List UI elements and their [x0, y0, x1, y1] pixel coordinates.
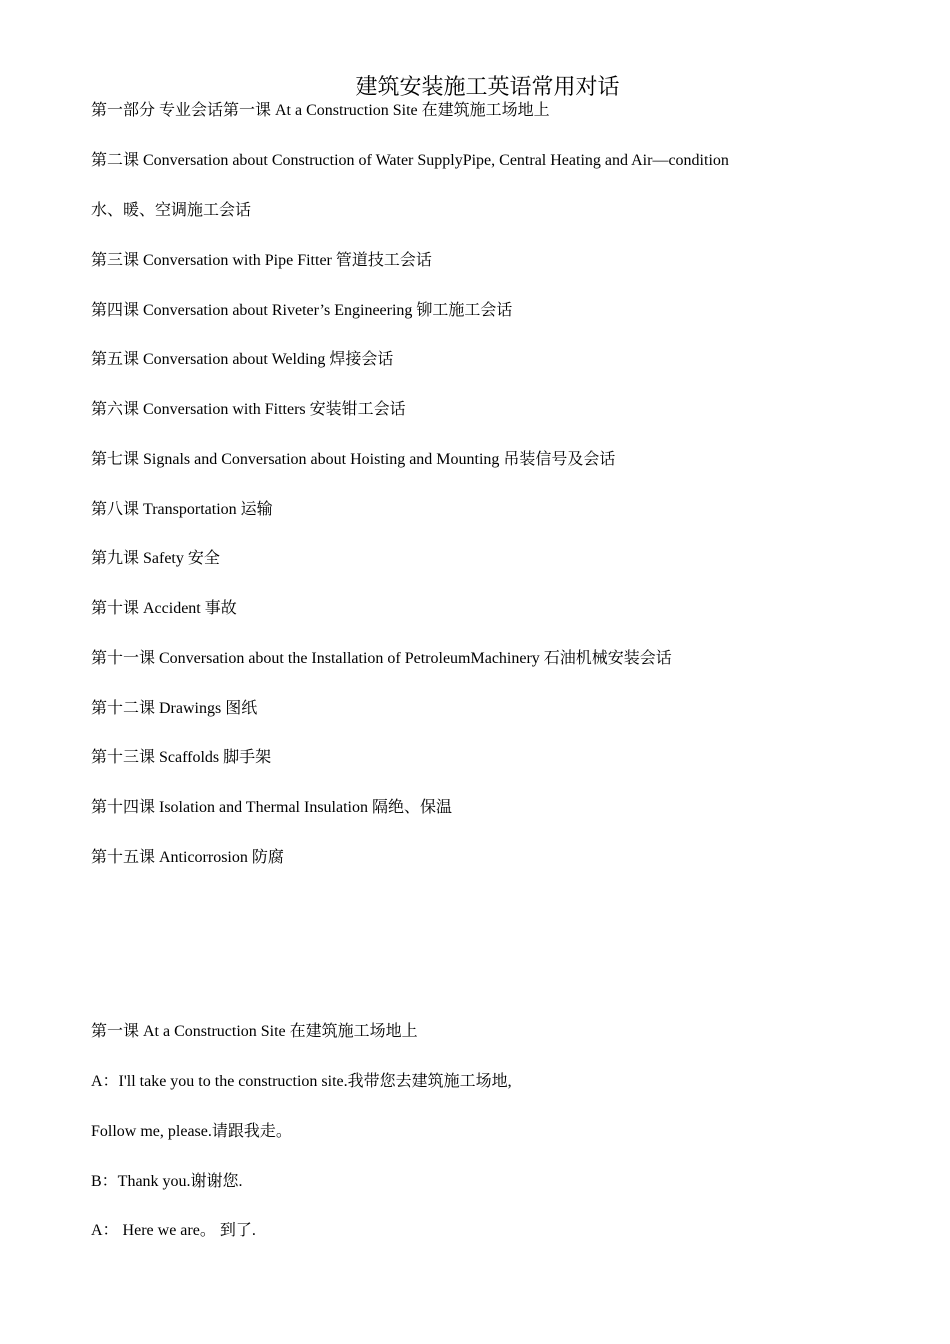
toc-line: 第八课 Transportation 运输: [91, 501, 273, 518]
toc-line: 第二课 Conversation about Construction of Water SupplyPipe, Central Heating and Air—condition: [91, 152, 729, 169]
dialogue-line: B：Thank you.谢谢您.: [91, 1173, 243, 1190]
dialogue-line: A： Here we are。 到了.: [91, 1222, 256, 1239]
toc-line: 第五课 Conversation about Welding 焊接会话: [91, 351, 394, 368]
toc-line: 第十四课 Isolation and Thermal Insulation 隔绝、保温: [91, 799, 452, 816]
toc-line: 第四课 Conversation about Riveter’s Engineering 铆工施工会话: [91, 302, 513, 319]
lesson-heading: 第一课 At a Construction Site 在建筑施工场地上: [91, 1023, 418, 1040]
toc-line: 第十二课 Drawings 图纸: [91, 700, 258, 717]
toc-line: 第十五课 Anticorrosion 防腐: [91, 849, 284, 866]
toc-line: 第十三课 Scaffolds 脚手架: [91, 749, 272, 766]
dialogue-line: Follow me, please.请跟我走。: [91, 1123, 292, 1140]
toc-line: 水、暖、空调施工会话: [91, 202, 252, 219]
dialogue-line: A：I'll take you to the construction site.我带您去建筑施工场地,: [91, 1073, 512, 1090]
toc-line: 第六课 Conversation with Fitters 安装钳工会话: [91, 401, 406, 418]
toc-line: 第三课 Conversation with Pipe Fitter 管道技工会话: [91, 252, 432, 269]
toc-line: 第十一课 Conversation about the Installation of PetroleumMachinery 石油机械安装会话: [91, 650, 672, 667]
toc-line: 第十课 Accident 事故: [91, 600, 237, 617]
toc-line: 第一部分 专业会话第一课 At a Construction Site 在建筑施工场地上: [91, 102, 550, 119]
document-title: 建筑安装施工英语常用对话: [355, 74, 620, 99]
toc-line: 第九课 Safety 安全: [91, 550, 220, 567]
toc-line: 第七课 Signals and Conversation about Hoisting and Mounting 吊装信号及会话: [91, 451, 616, 468]
